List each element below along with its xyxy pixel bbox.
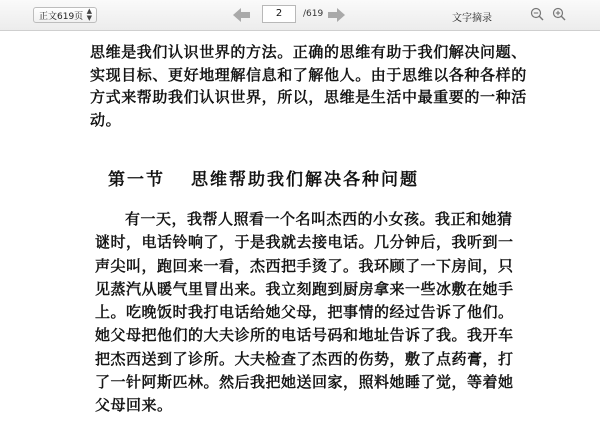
next-page-button[interactable] bbox=[327, 8, 345, 22]
arrow-right-icon bbox=[327, 8, 345, 22]
reader-toolbar bbox=[0, 0, 600, 31]
previous-page-button[interactable] bbox=[233, 8, 251, 22]
body-paragraph: 有一天，我帮人照看一个名叫杰西的小女孩。我正和她猜谜时，电话铃响了，于是我就去接电话。几分钟后，我听到一声尖叫，跑回来一看，杰西把手烫了。我环顾了一下房间，只见蒸汽从暖气里冒出来。我立刻跑到厨房拿来一些冰敷在她手上。吃晚饭时我打电话给她父母，把事情的经过告诉了他们。她父母把他们的大夫诊所的电话号码和地址告诉了我。我开车把杰西送到了诊所。大夫检查了杰西的伤势，敷了点药膏，打了一针阿斯匹林。然后我把她送回家，照料她睡了觉，等着她父母回来。 bbox=[95, 210, 514, 415]
zoom-in-icon bbox=[552, 7, 566, 21]
total-pages-label: /619 bbox=[303, 9, 324, 19]
section-heading-text: 思维帮助我们解决各种问题 bbox=[191, 170, 419, 190]
chevron-updown-icon: ▲ ▼ bbox=[86, 7, 92, 22]
section-number: 第一节 bbox=[108, 170, 165, 190]
zoom-out-button[interactable] bbox=[530, 7, 544, 21]
document-page bbox=[0, 31, 600, 441]
intro-paragraph: 思维是我们认识世界的方法。正确的思维有助于我们解决问题、实现目标、更好地理解信息和了解他人。由于思维以各种各样的方式来帮助我们认识世界，所以，思维是生活中最重要的一种活动。 bbox=[90, 43, 527, 129]
arrow-left-icon bbox=[233, 8, 251, 22]
page-number-input[interactable]: 2 bbox=[262, 5, 296, 23]
zoom-out-icon bbox=[530, 7, 544, 21]
page-range-select[interactable] bbox=[33, 7, 97, 23]
page-range-select-value: 正文619页 bbox=[39, 11, 84, 22]
extract-text-button[interactable]: 文字摘录 bbox=[452, 13, 492, 24]
section-heading bbox=[108, 165, 419, 190]
zoom-in-button[interactable] bbox=[552, 7, 566, 21]
